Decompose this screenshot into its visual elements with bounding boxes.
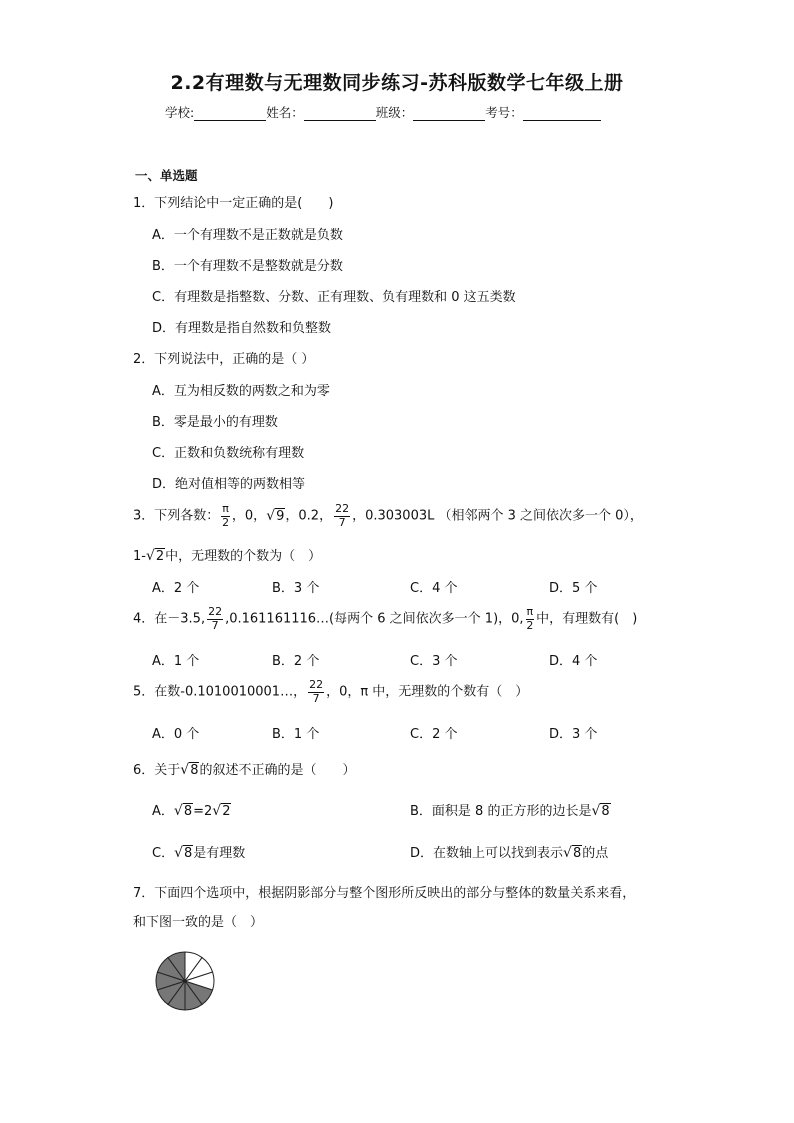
fraction-pi-over-2: $\frac{\pi}{2}$ (526, 605, 534, 632)
fraction-pi-over-2: $\frac{\pi}{2}$ (222, 502, 230, 529)
sqrt-8: √8 (173, 803, 193, 819)
q5-option-c[interactable]: C．2 个 (410, 727, 458, 742)
q5-option-d[interactable]: D．3 个 (549, 727, 598, 742)
shaded-circle-diagram (154, 950, 218, 1014)
exam-no-blank[interactable] (523, 106, 601, 121)
sqrt-2: √2 (212, 803, 231, 819)
sqrt-2: √2 (145, 548, 165, 564)
question-1-stem: 1．下列结论中一定正确的是( ) (133, 196, 334, 211)
q6-option-c[interactable]: C．√8是有理数 (152, 845, 246, 861)
q1-option-b[interactable]: B．一个有理数不是整数就是分数 (152, 259, 343, 274)
section-title: 一、单选题 (135, 168, 198, 183)
q4-option-d[interactable]: D．4 个 (549, 654, 598, 669)
q2-option-d[interactable]: D．绝对值相等的两数相等 (152, 477, 306, 492)
q4-option-a[interactable]: A．1 个 (152, 654, 200, 669)
q6-option-b[interactable]: B．面积是 8 的正方形的边长是√8 (410, 803, 610, 819)
question-7-line2: 和下图一致的是（ ） (133, 915, 264, 930)
fraction-22-over-7: $\frac{22}{7}$ (335, 502, 350, 529)
sqrt-8: √8 (591, 803, 610, 819)
question-6-stem: 6．关于√8的叙述不正确的是（ ） (133, 762, 356, 778)
question-3-stem: 3．下列各数： $\frac{\pi}{2}$ ，0，√9，0.2， $\frac{22}{7}$ ，0.303003L （相邻两个 3 之间依次多一个 0）， (133, 502, 643, 529)
question-7-stem: 7．下面四个选项中，根据阴影部分与整个图形所反映出的部分与整体的数量关系来看， (133, 886, 636, 901)
q2-option-b[interactable]: B．零是最小的有理数 (152, 415, 278, 430)
question-3-line2: 1-√2中，无理数的个数为（ ） (133, 548, 322, 564)
q3-option-a[interactable]: A．2 个 (152, 581, 200, 596)
q5-option-b[interactable]: B．1 个 (272, 727, 320, 742)
question-2-stem: 2．下列说法中，正确的是（ ） (133, 352, 315, 367)
q6-option-d[interactable]: D．在数轴上可以找到表示√8的点 (410, 845, 609, 861)
exam-no-label: 考号： (485, 105, 523, 120)
name-blank[interactable] (304, 106, 376, 121)
q2-option-a[interactable]: A．互为相反数的两数之和为零 (152, 384, 330, 399)
sqrt-8: √8 (180, 762, 199, 778)
q3-option-d[interactable]: D．5 个 (549, 581, 598, 596)
q1-option-c[interactable]: C．有理数是指整数、分数、正有理数、负有理数和 0 这五类数 (152, 290, 516, 305)
school-label: 学校: (165, 105, 195, 120)
q2-option-c[interactable]: C．正数和负数统称有理数 (152, 446, 305, 461)
class-label: 班级： (375, 105, 414, 120)
q4-option-c[interactable]: C．3 个 (410, 654, 458, 669)
fraction-22-over-7: $\frac{22}{7}$ (309, 678, 324, 705)
q1-option-d[interactable]: D．有理数是指自然数和负整数 (152, 321, 332, 336)
sqrt-8: √8 (174, 845, 193, 861)
q5-option-a[interactable]: A．0 个 (152, 727, 200, 742)
name-label: 姓名： (266, 105, 304, 120)
sqrt-9: √9 (266, 507, 285, 524)
class-blank[interactable] (413, 106, 485, 121)
school-blank[interactable] (194, 106, 266, 121)
fraction-22-over-7: $\frac{22}{7}$ (208, 605, 223, 632)
q4-option-b[interactable]: B．2 个 (272, 654, 320, 669)
q3-option-b[interactable]: B．3 个 (272, 581, 320, 596)
sqrt-8: √8 (563, 845, 582, 861)
q6-option-a[interactable]: A．√8=2√2 (152, 803, 231, 819)
page-title: 2.2有理数与无理数同步练习-苏科版数学七年级上册 (170, 72, 624, 94)
question-5-stem: 5．在数-0.1010010001…， $\frac{22}{7}$ ，0，π 中，无理数的个数有（ ） (133, 678, 529, 705)
question-4-stem: 4．在－3.5, $\frac{22}{7}$ ,0.161161116…(每两个 6 之间依次多一个 1)，0, $\frac{\pi}{2}$ 中，有理数有( ) (133, 605, 638, 632)
q3-option-c[interactable]: C．4 个 (410, 581, 458, 596)
student-info-line (165, 103, 601, 121)
q1-option-a[interactable]: A．一个有理数不是正数就是负数 (152, 228, 343, 243)
